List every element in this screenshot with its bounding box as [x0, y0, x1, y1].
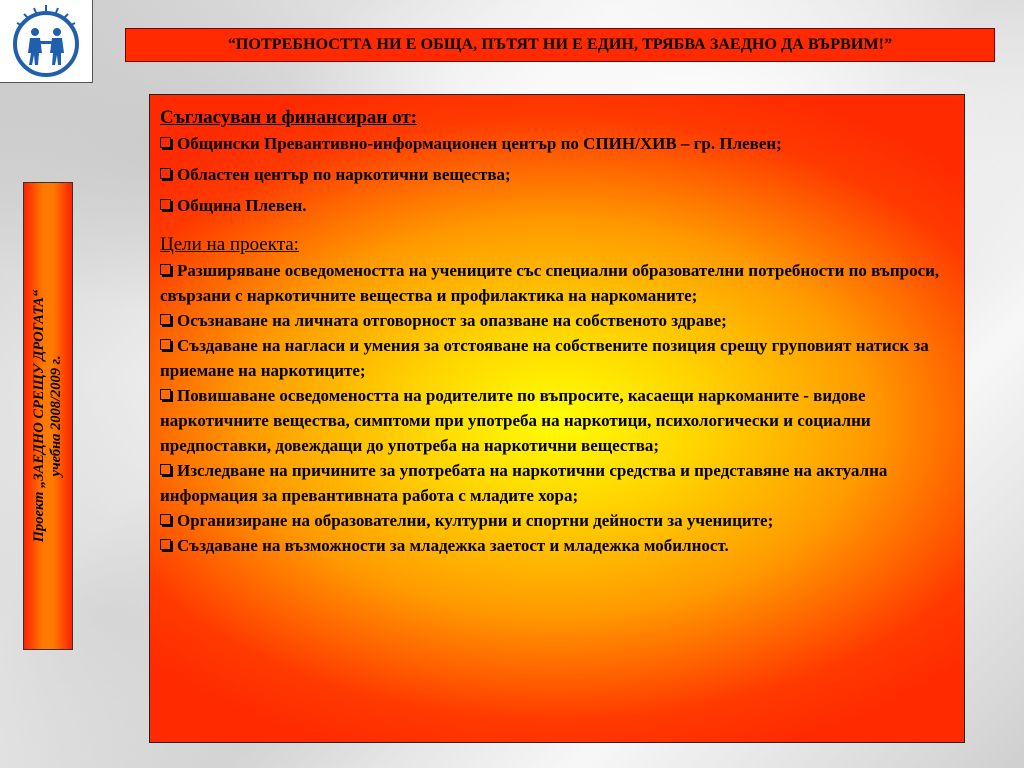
project-year: учебна 2008/2009 г. — [48, 355, 64, 477]
funding-item — [160, 162, 952, 187]
checkbox-bullet-icon — [160, 539, 171, 550]
checkbox-bullet-icon — [160, 137, 171, 148]
goal-item-text: Повишаване осведомеността на родителите по въпросите, касаещи наркоманите - видове наркотичните вещества, симптоми при употреба на наркотици, психологически и социални предпоставки, довеждащи до употреба на наркотични вещества; — [160, 386, 871, 455]
goals-title: Цели на проекта: — [160, 234, 299, 255]
motto-banner — [125, 28, 995, 62]
checkbox-bullet-icon — [160, 339, 171, 350]
goal-item — [160, 308, 952, 333]
checkbox-bullet-icon — [160, 264, 171, 275]
project-side-text — [31, 290, 65, 542]
goal-item-text: Разширяване осведомеността на учениците със специални образователни потребности по въпроси, свързани с наркотичните вещества и профилактика на наркоманите; — [160, 261, 940, 305]
checkbox-bullet-icon — [160, 199, 171, 210]
checkbox-bullet-icon — [160, 168, 171, 179]
goal-item — [160, 533, 952, 558]
content-panel — [149, 94, 965, 743]
motto-text: “ПОТРЕБНОСТТА НИ Е ОБЩА, ПЪТЯТ НИ Е ЕДИН, ТРЯБВА ЗАЕДНО ДА ВЪРВИМ!” — [227, 36, 893, 53]
checkbox-bullet-icon — [160, 514, 171, 525]
goal-item-text: Изследване на причините за употребата на наркотични средства и представяне на актуална информация за превантивната работа с младите хора; — [160, 461, 888, 505]
funding-title: Съгласуван и финансиран от: — [160, 107, 418, 128]
funding-item-text: Общински Превантивно-информационен център по СПИН/ХИВ – гр. Плевен; — [177, 134, 782, 153]
goal-item — [160, 383, 952, 458]
project-side-banner — [23, 182, 73, 650]
goal-item — [160, 508, 952, 533]
goal-item-text: Създаване на нагласи и умения за отстояване на собствените позиция срещу груповият натиск за приемане на наркотиците; — [160, 336, 929, 380]
funding-item — [160, 193, 952, 218]
funding-item-text: Областен център по наркотични вещества; — [177, 165, 511, 184]
goal-item-text: Осъзнаване на личната отговорност за опазване на собственото здраве; — [177, 311, 727, 330]
checkbox-bullet-icon — [160, 389, 171, 400]
checkbox-bullet-icon — [160, 464, 171, 475]
goal-item-text: Създаване на възможности за младежка заетост и младежка мобилност. — [177, 536, 729, 555]
checkbox-bullet-icon — [160, 314, 171, 325]
goal-item — [160, 458, 952, 508]
goal-item — [160, 258, 952, 308]
goal-item — [160, 333, 952, 383]
logo — [0, 0, 93, 83]
people-circle-logo-icon — [4, 3, 88, 79]
funding-item — [160, 131, 952, 156]
project-name: Проект „ЗАЕДНО СРЕЩУ ДРОГАТА“ — [31, 289, 47, 543]
funding-item-text: Община Плевен. — [177, 196, 307, 215]
goal-item-text: Организиране на образователни, културни и спортни дейности за учениците; — [177, 511, 774, 530]
